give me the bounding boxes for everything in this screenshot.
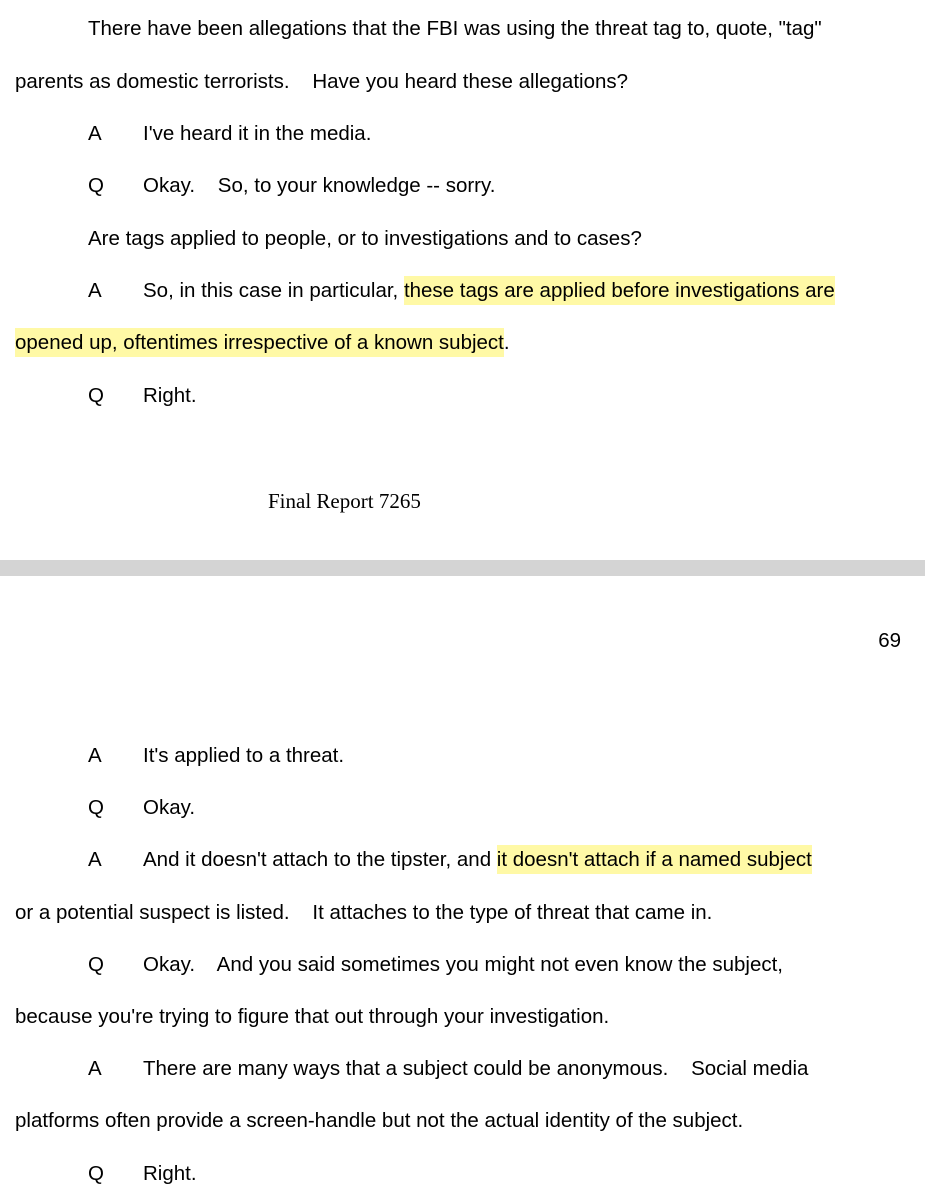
question-text: Okay. And you said sometimes you might not even know the subject,: [143, 953, 784, 976]
answer-text: platforms often provide a screen-handle but not the actual identity of the subject.: [15, 1109, 744, 1132]
transcript-line: [0, 171, 925, 201]
speaker-label: A: [88, 279, 102, 302]
answer-text: And it doesn't attach to the tipster, and: [143, 848, 497, 871]
transcript-line: [0, 119, 925, 149]
answer-text: .: [503, 331, 510, 354]
speaker-label: A: [88, 744, 102, 767]
answer-text-wrapper: [143, 276, 835, 306]
question-text: because you're trying to figure that out through your investigation.: [15, 1005, 610, 1028]
speaker-label: Q: [88, 1162, 104, 1185]
question-text: Right.: [143, 384, 197, 407]
transcript-line: [15, 67, 628, 97]
speaker-label: Q: [88, 174, 104, 197]
question-text: Right.: [143, 1162, 197, 1185]
transcript-line: [15, 328, 510, 358]
question-text: Okay. So, to your knowledge -- sorry.: [143, 174, 496, 197]
speaker-label: Q: [88, 796, 104, 819]
transcript-line: [0, 845, 925, 875]
transcript-line: [0, 1054, 925, 1084]
speaker-label: A: [88, 1057, 102, 1080]
highlighted-text: these tags are applied before investigations are: [404, 276, 835, 305]
page-separator: [0, 560, 925, 576]
question-text: There have been allegations that the FBI was using the threat tag to, quote, "tag": [88, 17, 822, 40]
highlighted-text: opened up, oftentimes irrespective of a known subject: [15, 328, 504, 357]
transcript-line: [0, 1159, 925, 1189]
question-text: Okay.: [143, 796, 196, 819]
transcript-line: [0, 381, 925, 411]
answer-text: I've heard it in the media.: [143, 122, 372, 145]
page-number: 69: [878, 629, 901, 652]
page-footer: Final Report 7265: [268, 489, 421, 513]
transcript-line: [15, 1106, 743, 1136]
highlighted-text: it doesn't attach if a named subject: [497, 845, 812, 874]
question-text: parents as domestic terrorists. Have you heard these allegations?: [15, 70, 629, 93]
question-text: Are tags applied to people, or to investigations and to cases?: [88, 227, 642, 250]
transcript-line: [0, 793, 925, 823]
transcript-line: [15, 898, 712, 928]
speaker-label: A: [88, 848, 102, 871]
transcript-line: [0, 741, 925, 771]
answer-text: There are many ways that a subject could be anonymous. Social media: [143, 1057, 809, 1080]
speaker-label: Q: [88, 953, 104, 976]
transcript-line: [88, 14, 822, 44]
transcript-line: [15, 1002, 609, 1032]
transcript-line: [0, 276, 925, 306]
speaker-label: Q: [88, 384, 104, 407]
transcript-line: [88, 224, 642, 254]
answer-text: So, in this case in particular,: [143, 279, 404, 302]
answer-text: or a potential suspect is listed. It attaches to the type of threat that came in.: [15, 901, 713, 924]
answer-text-wrapper: [143, 845, 812, 875]
transcript-line: [0, 950, 925, 980]
speaker-label: A: [88, 122, 102, 145]
answer-text: It's applied to a threat.: [143, 744, 345, 767]
